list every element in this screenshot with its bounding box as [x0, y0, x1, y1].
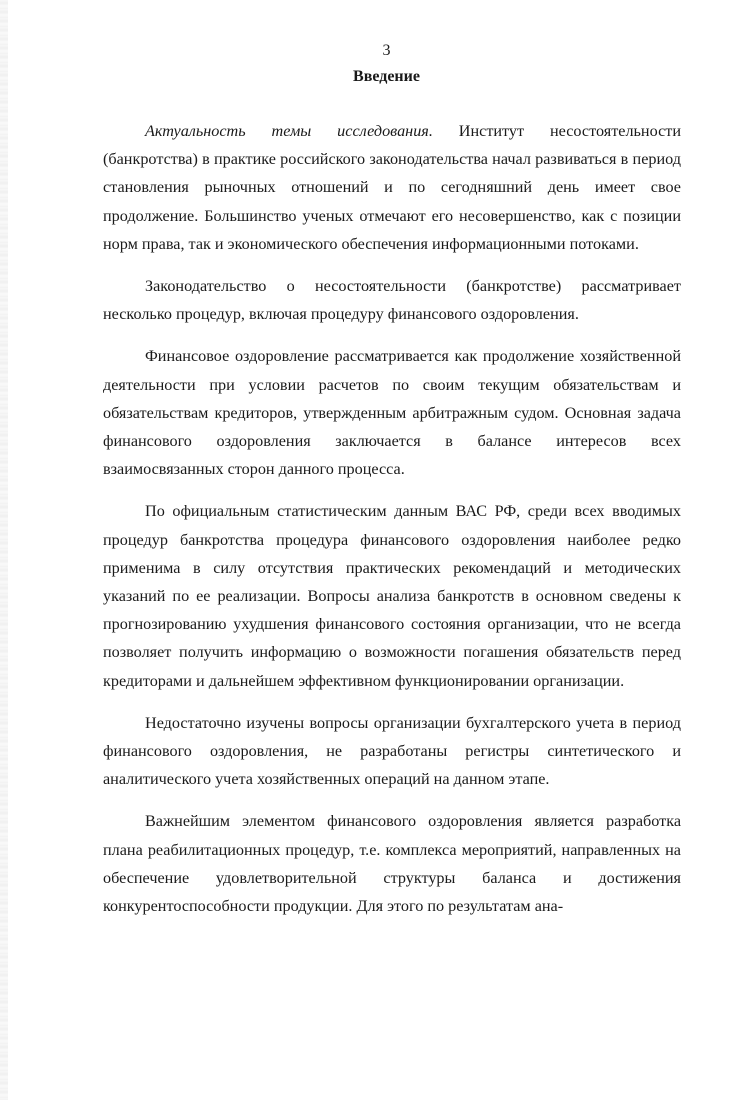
paragraph-rehabilitation-plan: Важнейшим элементом финансового оздоровления является разработка плана реабилитационных процедур, т.е. комплекса мероприятий, направленных на обеспечение удовлетворительной структуры баланса и достижения конкурентоспособности продукции. Для этого по результатам ана- — [103, 812, 681, 916]
paragraph-lead: Актуальность темы исследования. — [145, 122, 433, 140]
body-text — [103, 117, 681, 934]
paragraph-text: Институт несостоятельности (банкротства) в практике российского законодательства начал развиваться в период становления рыночных отношений и по сегодняшний день имеет свое продолжение. Большинство ученых отмечают его несовершенство, как с позиции норм права, так и экономического обеспечения информационными потоками. — [103, 122, 681, 253]
paragraph-relevance — [103, 117, 681, 258]
page-number: 3 — [382, 42, 391, 59]
paragraph-financial-recovery: Финансовое оздоровление рассматривается как продолжение хозяйственной деятельности при условии расчетов по своим текущим обязательствам и обязательствам кредиторов, утвержденным арбитражным судом. Основная задача финансового оздоровления заключается в балансе интересов всех взаимосвязанных сторон данного процесса. — [103, 347, 681, 479]
paragraph-statistics: По официальным статистическим данным ВАС РФ, среди всех вводимых процедур банкротства процедура финансового оздоровления наиболее редко применима в силу отсутствия практических рекомендаций и методических указаний по ее реализации. Вопросы анализа банкротств в основном сведены к прогнозированию ухудшения финансового состояния организации, что не всегда позволяет получить информацию о возможности погашения обязательств перед кредиторами и дальнейшем эффективном функционировании организации. — [103, 502, 681, 690]
paragraph-legislation: Законодательство о несостоятельности (банкротстве) рассматривает несколько процедур, включая процедуру финансового оздоровления. — [103, 277, 681, 324]
section-heading: Введение — [353, 68, 420, 85]
paragraph-accounting: Недостаточно изучены вопросы организации бухгалтерского учета в период финансового оздоровления, не разработаны регистры синтетического и аналитического учета хозяйственных операций на данном этапе. — [103, 713, 681, 789]
